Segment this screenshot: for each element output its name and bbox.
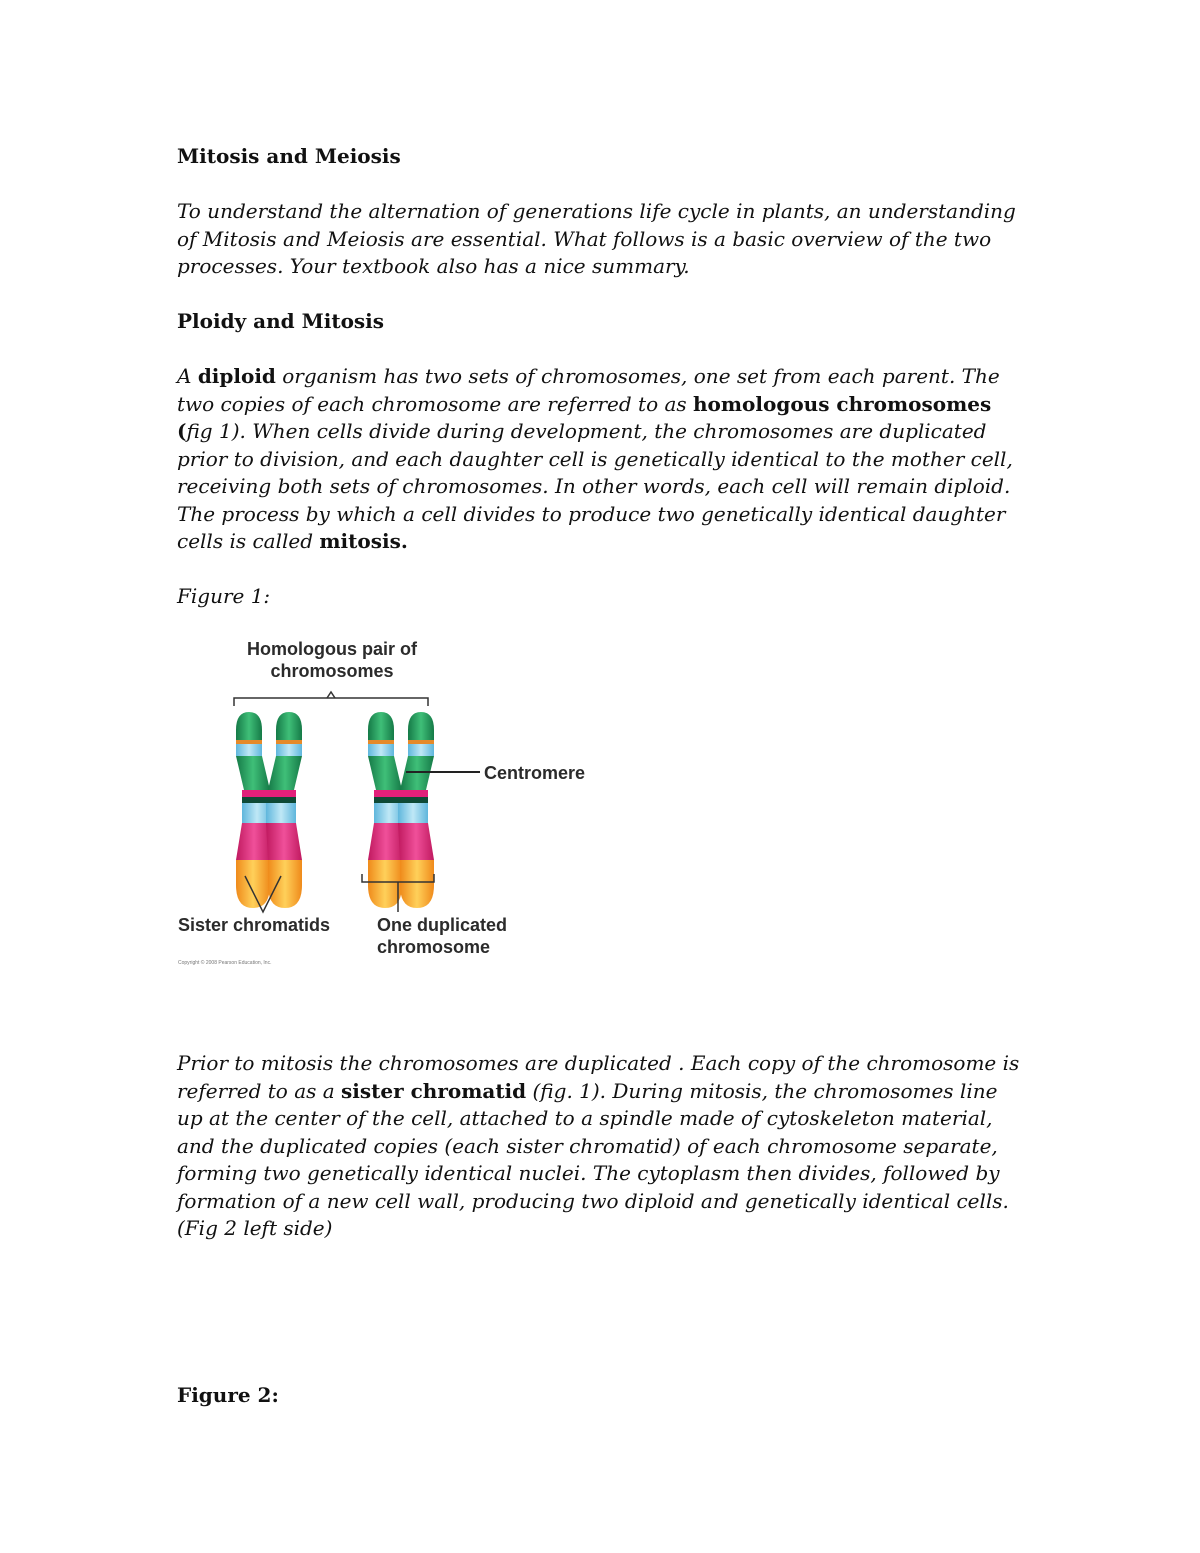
sister-chromatid-4 bbox=[398, 712, 434, 908]
figure-title-line2: chromosomes bbox=[270, 661, 394, 681]
term-sister-chromatid: sister chromatid bbox=[341, 1078, 527, 1103]
sister-chromatid-2 bbox=[266, 712, 302, 908]
text-run: (fig. 1). During mitosis, the chromosomes line up at the center of the cell, attached to a spindle made of cytoskeleton material, and the duplicated copies (each sister chromatid) of each chromosome separate, forming two genetically identical nuclei. The cytoplasm then divides, followed by formation of a new cell wall, producing two diploid and genetically identical cells. (Fig 2 left side) bbox=[177, 1078, 1009, 1240]
document-title: Mitosis and Meiosis bbox=[177, 144, 401, 168]
text-run: organism has two sets of chromosomes, one set from each parent. The two copies of each chromosome are referred to as bbox=[177, 364, 1000, 416]
text-run: Prior to mitosis the chromosomes are duplicated . Each copy of the chromosome is referred to as a bbox=[177, 1051, 1020, 1103]
figure2-caption: Figure 2: bbox=[177, 1383, 279, 1407]
term-mitosis: mitosis. bbox=[319, 529, 408, 553]
intro-paragraph: To understand the alternation of generations life cycle in plants, an understanding of Mitosis and Meiosis are essential. What follows is a basic overview of the two processes. Your textbook also has a nice summary. bbox=[177, 199, 1016, 278]
diploid-paragraph bbox=[177, 363, 1027, 556]
pair-bracket-tip bbox=[327, 692, 335, 698]
term-homologous: homologous chromosomes ( bbox=[177, 391, 992, 443]
text-run: A bbox=[177, 364, 198, 388]
section-heading-ploidy: Ploidy and Mitosis bbox=[177, 309, 385, 333]
term-diploid: diploid bbox=[197, 364, 276, 388]
sister-chromatid-paragraph bbox=[177, 1050, 1027, 1243]
copyright-notice: Copyright © 2008 Pearson Education, Inc. bbox=[178, 960, 272, 966]
duplicated-label-line1: One duplicated bbox=[377, 915, 508, 935]
duplicated-label-line2: chromosome bbox=[377, 937, 491, 957]
chromosome-right bbox=[368, 712, 434, 908]
centromere-label: Centromere bbox=[484, 763, 586, 783]
pair-bracket bbox=[234, 698, 428, 706]
figure1-caption: Figure 1: bbox=[177, 584, 271, 608]
text-run: fig 1). When cells divide during development, the chromosomes are duplicated prior to division, and each daughter cell is genetically identical to the mother cell, receiving both sets of chromosomes. In other words, each cell will remain diploid. The process by which a cell divides to produce two genetically identical daughter cells is called bbox=[177, 419, 1013, 553]
figure-title-line1: Homologous pair of bbox=[247, 639, 417, 659]
sister-chromatids-label: Sister chromatids bbox=[178, 915, 331, 935]
chromosome-figure bbox=[170, 628, 630, 973]
